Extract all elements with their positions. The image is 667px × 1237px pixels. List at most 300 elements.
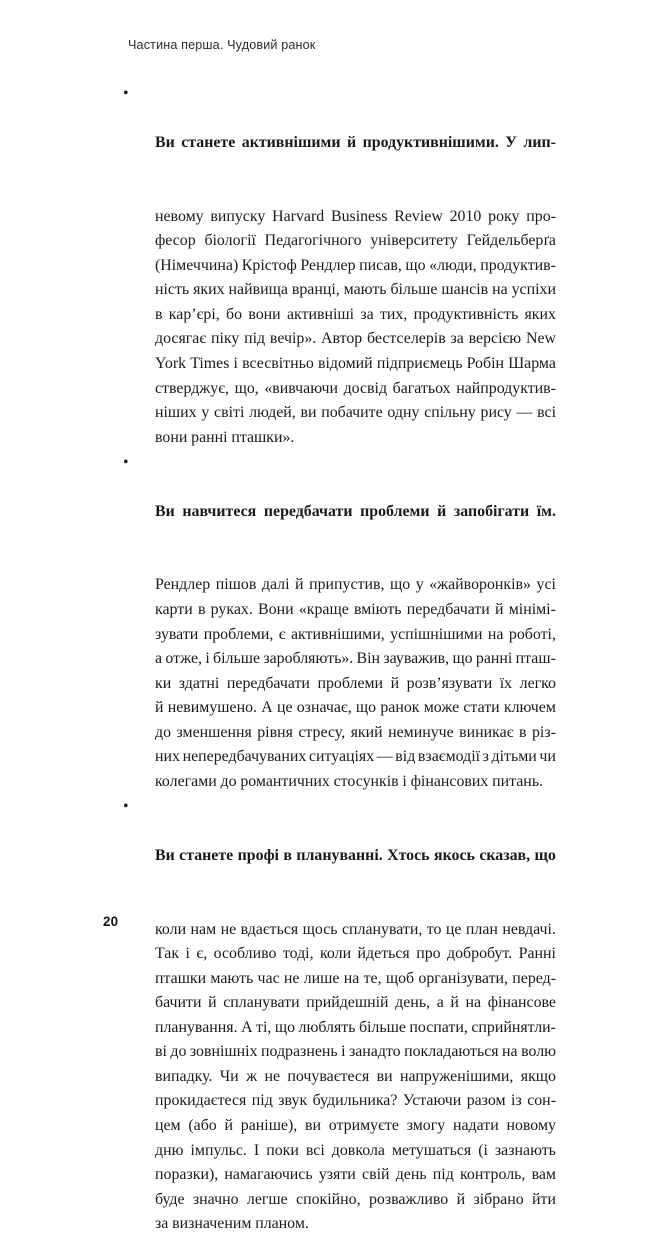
word: зібрано: [473, 1190, 524, 1208]
word: розв’язувати: [406, 674, 493, 692]
word: день,: [395, 994, 431, 1012]
word: не: [283, 969, 300, 987]
word: Harvard: [272, 207, 325, 225]
word: перед-: [512, 969, 556, 987]
bullet-paragraph-2: [122, 451, 556, 795]
word: Ви: [155, 134, 175, 152]
word: зувати: [155, 625, 199, 643]
word: станете: [179, 846, 234, 864]
word: їм.: [536, 502, 556, 520]
text-line-span: [155, 721, 556, 746]
word: розважливо: [368, 1190, 449, 1208]
word: на: [343, 969, 360, 987]
word: добробут.: [447, 945, 513, 963]
word: на: [492, 281, 508, 299]
word: сказав,: [479, 846, 531, 864]
word: станете: [181, 134, 236, 152]
word: не: [220, 920, 237, 938]
bullet-2-lead-in: [155, 500, 556, 525]
word: випадку.: [155, 1067, 213, 1085]
word: Він: [356, 650, 381, 668]
word: передбачати: [226, 674, 310, 692]
text-line: [155, 1188, 556, 1213]
word: лип-: [523, 134, 556, 152]
word: профі: [237, 846, 279, 864]
word: Ви: [155, 846, 175, 864]
word: те,: [363, 969, 382, 987]
word: заробляють».: [263, 650, 354, 668]
word: про-: [526, 207, 556, 225]
text-line-span: [155, 377, 556, 402]
word: ви: [376, 1067, 393, 1085]
word: різ-: [531, 723, 556, 741]
word: біології: [204, 232, 256, 250]
word: випуску: [210, 207, 266, 225]
word: досягає: [155, 330, 207, 348]
word: побачите: [321, 404, 383, 422]
word: невдачі.: [502, 920, 556, 938]
word: піку: [210, 330, 240, 348]
word: й: [450, 994, 459, 1012]
text-line: [155, 598, 556, 623]
word: підприємець: [376, 355, 463, 373]
text-line: [155, 1040, 556, 1065]
word: щось: [302, 920, 338, 938]
word: бачити: [155, 994, 202, 1012]
word: а: [436, 994, 444, 1012]
word: й: [208, 994, 217, 1012]
word: під: [244, 330, 266, 348]
word: із: [511, 1092, 522, 1110]
word: Business: [330, 207, 388, 225]
word: час: [257, 969, 280, 987]
word: що: [355, 699, 377, 717]
word: у: [201, 404, 210, 422]
word: пташ-: [515, 650, 556, 668]
word: легко: [519, 674, 556, 692]
word: Автор: [321, 330, 363, 348]
word: бо: [226, 305, 243, 323]
word: новому: [506, 1116, 556, 1134]
word: плануванні.: [296, 846, 383, 864]
word: яких: [193, 281, 225, 299]
word: багатьох: [392, 379, 451, 397]
word: вміють: [353, 600, 402, 618]
text-line-span: [155, 918, 556, 943]
text-line: [155, 696, 556, 721]
word: якось: [433, 846, 475, 864]
word: напруженішими,: [400, 1067, 514, 1085]
word: людей,: [249, 404, 296, 422]
word: що: [405, 256, 426, 274]
word: тоді,: [282, 945, 314, 963]
word: всесвітньо: [242, 355, 314, 373]
word: імпульс.: [190, 1141, 247, 1159]
word: отже,: [165, 650, 203, 668]
word: передбачати: [263, 502, 353, 520]
word: спільну: [424, 404, 476, 422]
word: Робін: [466, 355, 504, 373]
word: організувати,: [418, 969, 508, 987]
word: що: [452, 650, 473, 668]
text-line-span: [155, 352, 556, 377]
text-line: [155, 745, 556, 770]
word: на: [487, 625, 504, 643]
word: й: [437, 502, 447, 520]
word: з: [482, 748, 489, 766]
word: на: [465, 994, 482, 1012]
word: про: [416, 945, 441, 963]
word: лише: [303, 969, 340, 987]
text-line: [155, 967, 556, 992]
word: запобігати: [453, 502, 530, 520]
word: від: [395, 748, 416, 766]
word: чи: [539, 748, 556, 766]
word: року: [488, 207, 520, 225]
word: непередбачуваних: [182, 748, 307, 766]
word: всі: [537, 404, 556, 422]
word: Так: [155, 945, 180, 963]
word: це: [276, 699, 293, 717]
running-header: Частина перша. Чудовий ранок: [128, 38, 316, 52]
text-line: [155, 623, 556, 648]
text-line: [155, 205, 556, 230]
word: Вони: [258, 600, 294, 618]
word: активніші: [286, 305, 355, 323]
text-line-span: [155, 1089, 556, 1114]
word: фесор: [155, 232, 196, 250]
word: цем: [155, 1116, 181, 1134]
word: будильника?: [312, 1092, 398, 1110]
word: більше: [213, 650, 261, 668]
word: змогу: [406, 1116, 446, 1134]
page-number: 20: [103, 914, 119, 929]
word: до: [170, 1043, 187, 1061]
word: шансів: [441, 281, 489, 299]
word: —: [376, 748, 393, 766]
word: більше: [358, 1018, 406, 1036]
text-line-span: [155, 205, 556, 230]
word: рису: [480, 404, 512, 422]
word: під: [251, 1092, 273, 1110]
word: «краще: [298, 600, 349, 618]
text-line-span: [155, 1016, 556, 1041]
text-line: вони ранні пташки».: [155, 428, 295, 446]
word: дітьми: [491, 748, 537, 766]
word: якщо: [520, 1067, 556, 1085]
word: виникає: [459, 723, 514, 741]
text-line-span: [155, 573, 556, 598]
text-line: за визначеним планом.: [155, 1215, 309, 1233]
word: почуваєтеся: [287, 1067, 370, 1085]
word: карти: [155, 600, 193, 618]
word: волю: [521, 1043, 556, 1061]
text-line: [155, 82, 556, 205]
word: ки: [155, 674, 172, 692]
word: це: [445, 920, 462, 938]
word: нам: [190, 920, 217, 938]
text-line-span: [155, 672, 556, 697]
word: ключем: [503, 699, 556, 717]
word: У: [505, 134, 517, 152]
word: зауважив,: [383, 650, 450, 668]
text-line-span: [155, 598, 556, 623]
word: день: [395, 1166, 427, 1184]
word: пташки: [155, 969, 207, 987]
word: стати: [463, 699, 500, 717]
word: не: [264, 1067, 280, 1085]
bullet-2-lines: [155, 451, 556, 795]
word: стресу,: [298, 723, 346, 741]
word: неминуче: [388, 723, 454, 741]
text-line: [155, 1114, 556, 1139]
word: версією: [468, 330, 522, 348]
word: Ви: [155, 502, 175, 520]
word: ті,: [256, 1018, 272, 1036]
word: невимушено.: [167, 699, 258, 717]
word: І: [253, 1141, 260, 1159]
word: й: [155, 699, 164, 717]
word: писав,: [359, 256, 402, 274]
text-line: колегами до романтичних стосунків і фінансових питань.: [155, 772, 544, 790]
word: успіхи: [511, 281, 556, 299]
word: контроль,: [460, 1166, 526, 1184]
text-line: [155, 401, 556, 426]
text-line: [155, 352, 556, 377]
word: коли: [320, 945, 352, 963]
word: то: [426, 920, 442, 938]
word: ранок: [380, 699, 420, 717]
text-line: [155, 918, 556, 943]
word: й: [456, 1190, 466, 1208]
text-line: [155, 327, 556, 352]
word: прийдешній: [306, 994, 389, 1012]
word: прокидаєтеся: [155, 1092, 247, 1110]
word: А: [261, 699, 273, 717]
word: New: [525, 330, 556, 348]
bullet-marker-icon: •: [123, 453, 129, 471]
text-line-span: [155, 1188, 556, 1213]
text-line: [155, 254, 556, 279]
word: що,: [234, 379, 259, 397]
word: поразки),: [155, 1166, 219, 1184]
word: «люди,: [429, 256, 477, 274]
bullet-paragraph-1: [122, 82, 556, 450]
word: Шарма: [508, 355, 556, 373]
word: йдеться: [357, 945, 410, 963]
bullet-marker-icon: •: [123, 797, 129, 815]
text-line-span: [155, 327, 556, 352]
word: А: [241, 1018, 253, 1036]
word: —: [516, 404, 533, 422]
word: (Німеччина): [155, 256, 239, 274]
bullet-1-lines: [155, 82, 556, 450]
word: що: [390, 576, 411, 594]
word: найпродуктив-: [456, 379, 556, 397]
word: вранці,: [291, 281, 340, 299]
word: взаємодії: [417, 748, 481, 766]
word: дню: [155, 1141, 184, 1159]
word: зазнають: [494, 1141, 556, 1159]
word: успішнішими: [390, 625, 483, 643]
text-line-span: [155, 696, 556, 721]
text-line-span: [155, 1065, 556, 1090]
word: люблять: [298, 1018, 356, 1036]
word: під: [432, 1166, 454, 1184]
word: разом: [466, 1092, 506, 1110]
word: що: [534, 846, 556, 864]
word: в: [197, 600, 206, 618]
word: кар’єрі,: [168, 305, 220, 323]
text-line: [155, 991, 556, 1016]
word: ві: [155, 1043, 167, 1061]
word: ситуаціях: [308, 748, 375, 766]
word: далі: [261, 576, 290, 594]
word: і: [185, 945, 190, 963]
word: більше: [390, 281, 438, 299]
text-line: [155, 942, 556, 967]
word: намагаючись: [224, 1166, 313, 1184]
text-line: [155, 278, 556, 303]
word: отримуєте: [328, 1116, 399, 1134]
word: Хтось: [387, 846, 430, 864]
word: ж: [246, 1067, 258, 1085]
word: навчитеся: [182, 502, 257, 520]
word: здатні: [178, 674, 220, 692]
bullet-1-lead-in: [155, 131, 556, 156]
word: світі: [214, 404, 245, 422]
word: Рендлер: [300, 256, 356, 274]
word: Педагогічного: [264, 232, 362, 250]
word: стверджує,: [155, 379, 229, 397]
word: що: [274, 1018, 296, 1036]
word: вам: [531, 1166, 556, 1184]
text-line: [155, 647, 556, 672]
word: і: [205, 650, 210, 668]
word: довкола: [331, 1141, 385, 1159]
word: сприйнятли-: [471, 1018, 556, 1036]
word: значно: [192, 1190, 239, 1208]
word: «жайворонків»: [429, 576, 532, 594]
text-line-span: [155, 254, 556, 279]
word: Times: [190, 355, 230, 373]
word: є,: [196, 945, 208, 963]
word: Рендлер: [155, 576, 211, 594]
body-text-column: [122, 82, 556, 1237]
word: й: [224, 1116, 234, 1134]
word: продуктив-: [480, 256, 556, 274]
word: Крістоф: [241, 256, 297, 274]
text-line-span: [155, 401, 556, 426]
text-line-span: [155, 991, 556, 1016]
word: ранні: [475, 650, 513, 668]
word: щоб: [385, 969, 415, 987]
text-line-span: [155, 967, 556, 992]
text-line: [155, 451, 556, 574]
word: і: [233, 355, 238, 373]
word: ність: [155, 281, 190, 299]
word: мають: [210, 969, 254, 987]
word: університету: [370, 232, 458, 250]
text-line: [155, 672, 556, 697]
text-line: [155, 573, 556, 598]
word: легше: [246, 1190, 288, 1208]
word: й: [346, 134, 357, 152]
word: в: [283, 846, 292, 864]
word: а: [155, 650, 163, 668]
word: у: [415, 576, 424, 594]
word: проблеми: [317, 674, 384, 692]
word: пішов: [215, 576, 257, 594]
word: них: [155, 748, 180, 766]
word: свій: [362, 1166, 390, 1184]
word: (і: [478, 1141, 488, 1159]
word: спокійно,: [296, 1190, 361, 1208]
text-line-span: [155, 623, 556, 648]
text-line: [155, 1163, 556, 1188]
word: мінімі-: [508, 600, 556, 618]
word: спланувати,: [341, 920, 423, 938]
word: активнішими,: [290, 625, 385, 643]
word: спланувати: [223, 994, 300, 1012]
text-line: [155, 721, 556, 746]
text-line-span: [155, 278, 556, 303]
text-line: [155, 1016, 556, 1041]
text-line-span: [155, 745, 556, 770]
word: продуктивність: [413, 305, 519, 323]
bullet-marker-icon: •: [123, 85, 129, 102]
word: припустив,: [309, 576, 385, 594]
word: й: [295, 576, 304, 594]
word: рівня: [257, 723, 293, 741]
word: фінансове: [487, 994, 556, 1012]
word: занадто: [348, 1043, 401, 1061]
text-line-span: [155, 1139, 556, 1164]
text-line: [155, 229, 556, 254]
word: раніше),: [240, 1116, 298, 1134]
word: Устаючи: [402, 1092, 462, 1110]
word: York: [155, 355, 187, 373]
word: особливо: [213, 945, 277, 963]
word: роботі,: [508, 625, 556, 643]
text-line: [155, 303, 556, 328]
word: досвід: [343, 379, 388, 397]
word: буде: [155, 1190, 185, 1208]
word: усі: [536, 576, 556, 594]
text-line-span: [155, 942, 556, 967]
word: поки: [266, 1141, 299, 1159]
word: надати: [452, 1116, 499, 1134]
word: за: [360, 305, 374, 323]
bullet-3-lead-in: [155, 844, 556, 869]
word: невому: [155, 207, 204, 225]
word: узяти: [318, 1166, 356, 1184]
word: Гейдельберґа: [466, 232, 556, 250]
text-line: [155, 1139, 556, 1164]
word: подразнень: [260, 1043, 338, 1061]
text-line-span: [155, 1114, 556, 1139]
bullet-3-lines: [155, 795, 556, 1237]
word: продуктивнішими.: [362, 134, 499, 152]
word: планування.: [155, 1018, 238, 1036]
word: в: [518, 723, 527, 741]
word: за: [450, 330, 464, 348]
word: може: [423, 699, 460, 717]
word: одну: [387, 404, 420, 422]
word: відомий: [317, 355, 373, 373]
word: й: [495, 600, 504, 618]
text-line-span: [155, 1163, 556, 1188]
